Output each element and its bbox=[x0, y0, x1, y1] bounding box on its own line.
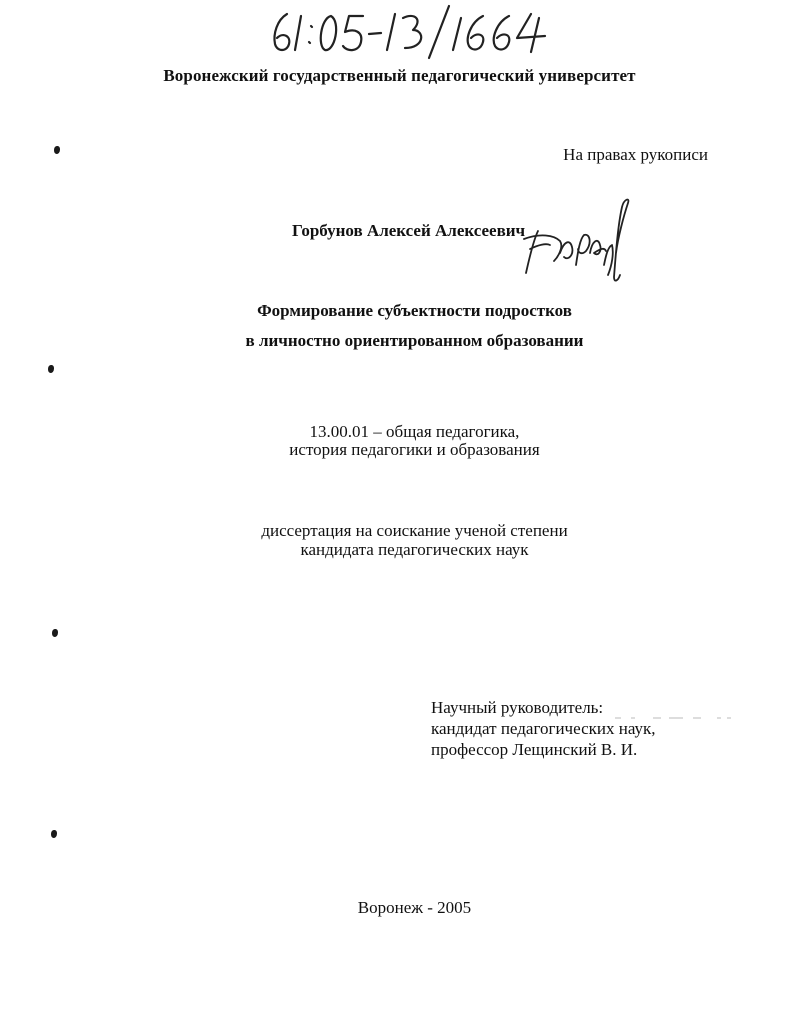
advisor-degree: кандидат педагогических наук, bbox=[431, 719, 656, 738]
scan-speck bbox=[51, 830, 57, 838]
specialty-line1: 13.00.01 – общая педагогика, bbox=[309, 422, 520, 441]
degree-line1: диссертация на соискание ученой степени bbox=[261, 521, 568, 540]
rights-note: На правах рукописи bbox=[563, 145, 708, 164]
author-signature bbox=[520, 195, 640, 287]
advisor-name: профессор Лещинский В. И. bbox=[431, 740, 638, 759]
thesis-title-line2: в личностно ориентированном образовании bbox=[245, 331, 584, 350]
scan-speck bbox=[48, 365, 54, 373]
advisor-label: Научный руководитель: bbox=[431, 698, 604, 717]
specialty-line2: история педагогики и образования bbox=[289, 440, 540, 459]
advisor-block bbox=[431, 697, 656, 760]
thesis-title-line1: Формирование субъектности подростков bbox=[257, 301, 572, 320]
scan-speck bbox=[54, 146, 60, 154]
scan-speck bbox=[52, 629, 58, 637]
city-year: Воронеж - 2005 bbox=[357, 898, 472, 917]
scan-noise-dashes bbox=[613, 708, 733, 714]
degree-line2: кандидата педагогических наук bbox=[300, 540, 529, 559]
archive-number-handwritten bbox=[265, 2, 585, 62]
university-name: Воронежский государственный педагогический университет bbox=[163, 66, 636, 85]
author-name: Горбунов Алексей Алексеевич bbox=[292, 221, 526, 240]
